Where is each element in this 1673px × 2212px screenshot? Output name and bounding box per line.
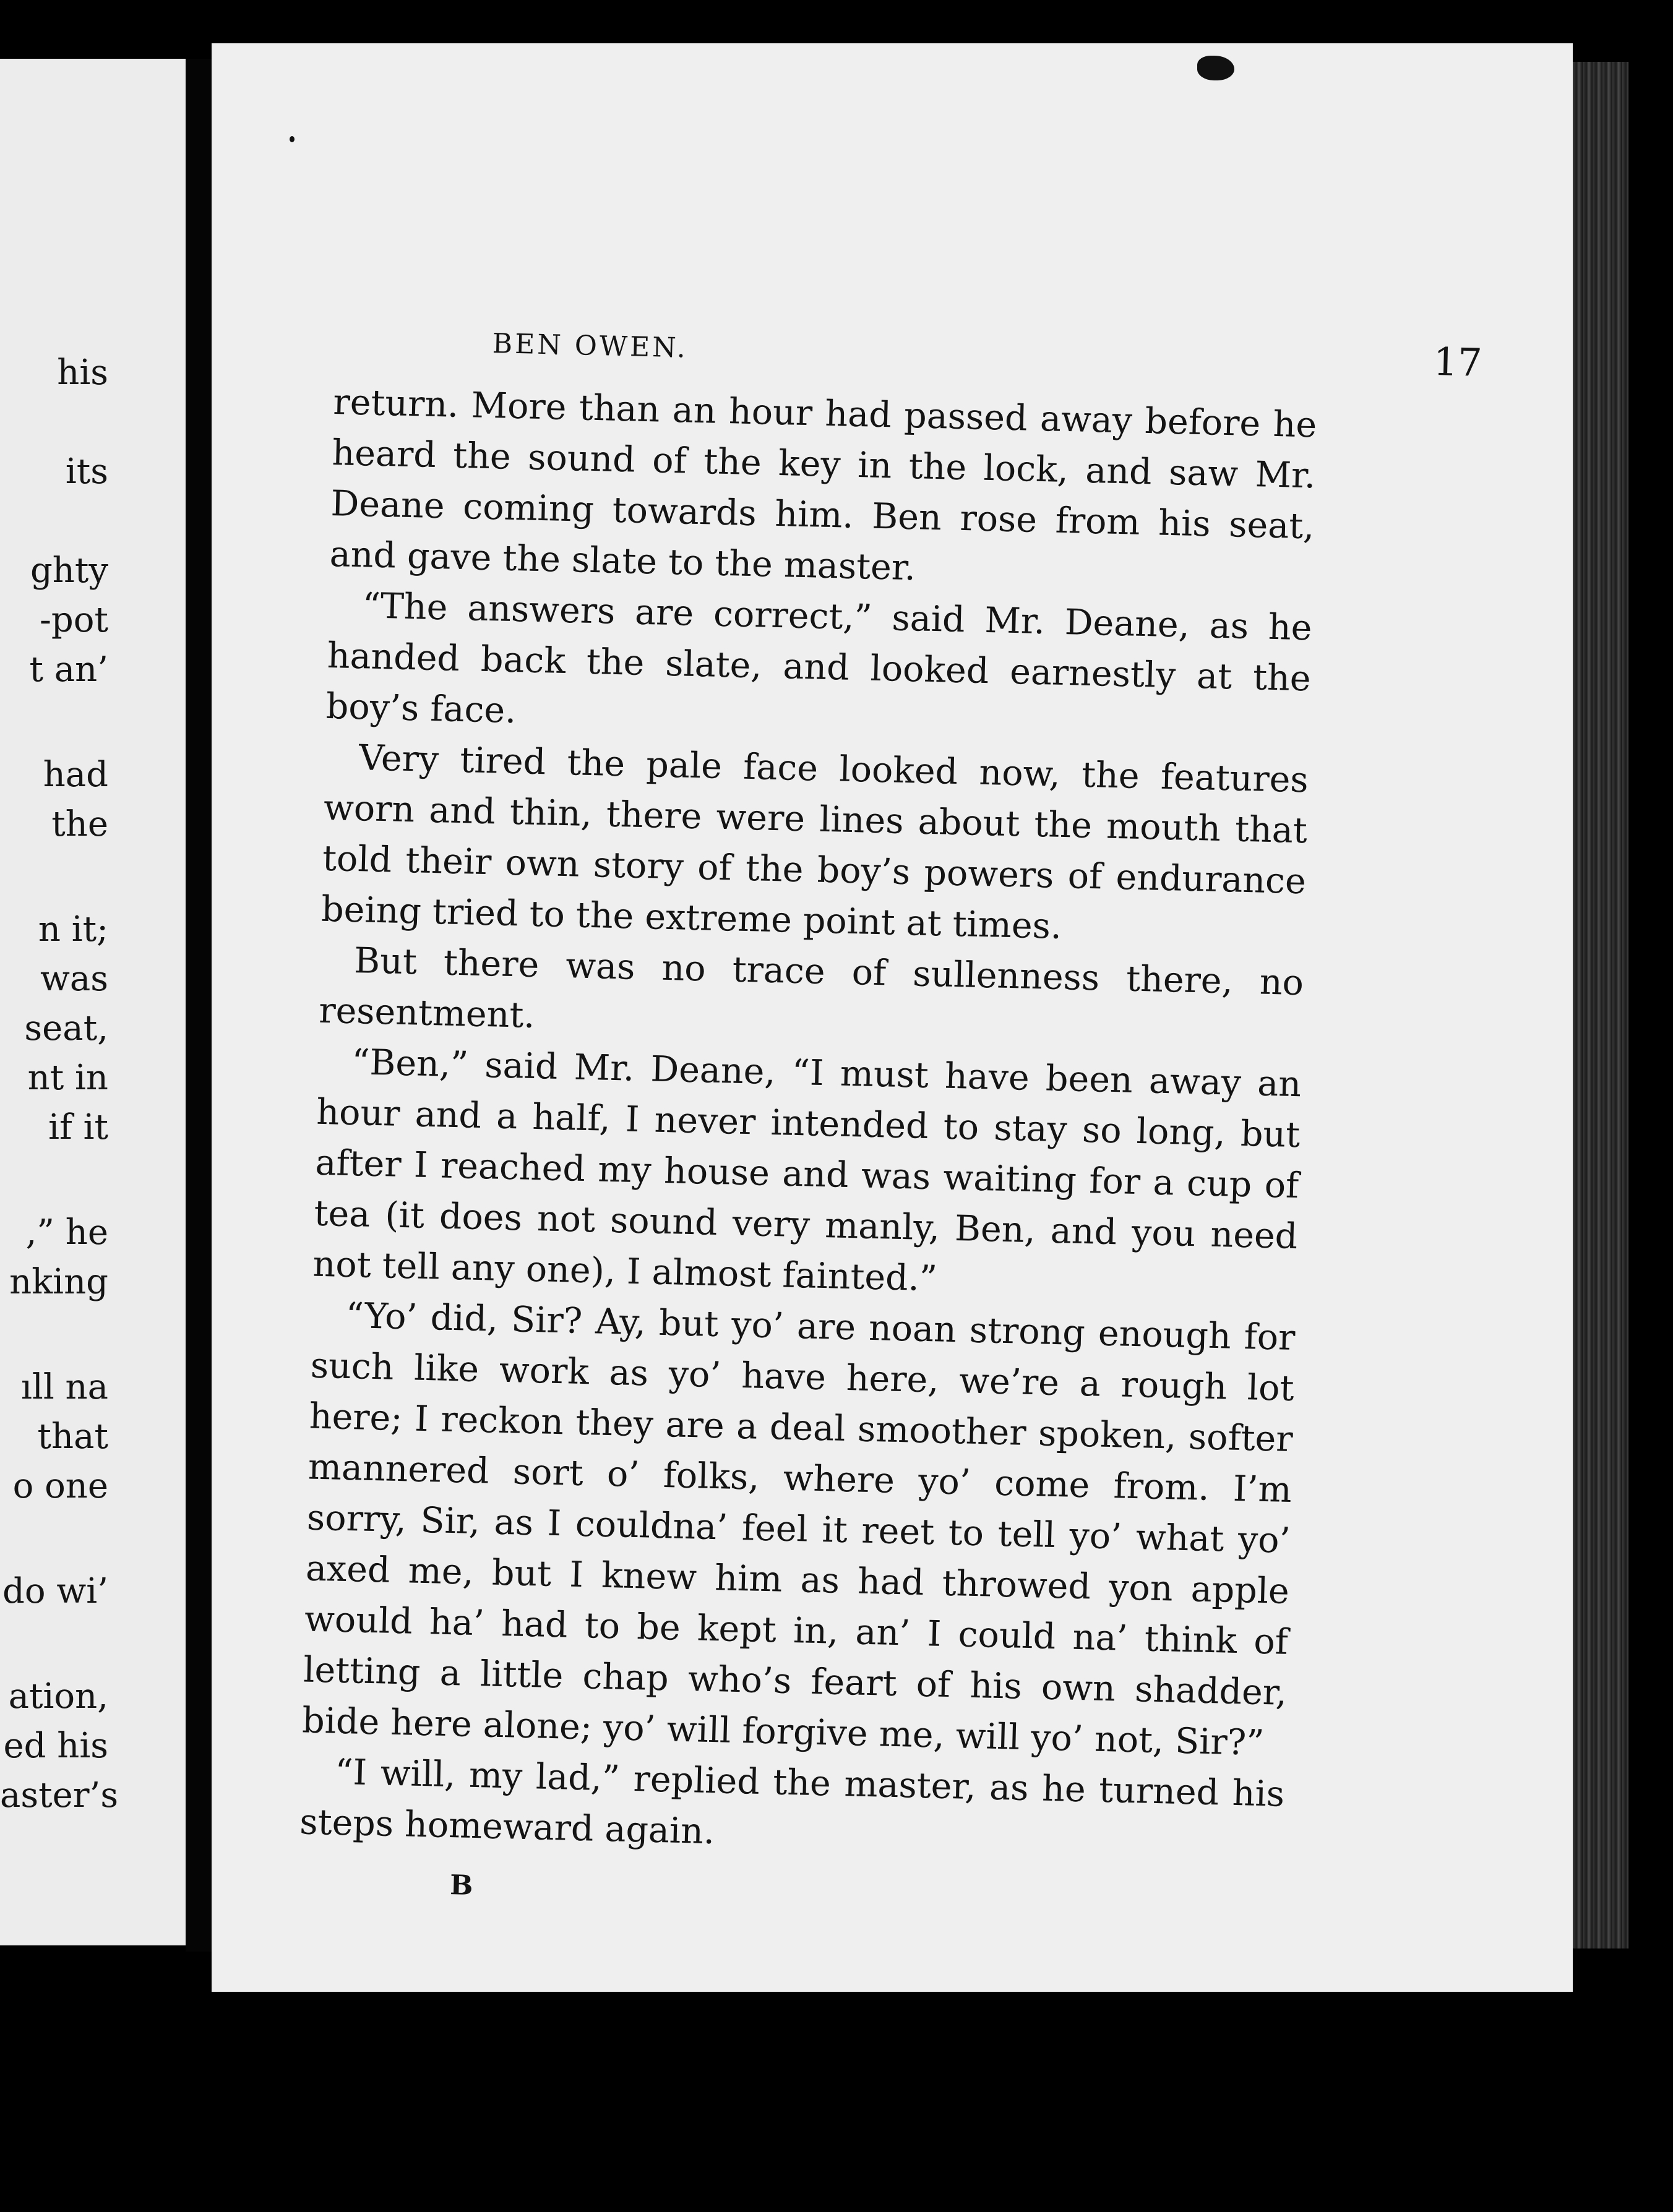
left-page-fragment: ıll na [21, 1367, 108, 1407]
left-page-fragment: his [57, 353, 108, 393]
current-page [212, 43, 1573, 1992]
book-gutter [186, 59, 212, 1952]
scan-smudge [1197, 56, 1234, 80]
paragraph: return. More than an hour had passed away before he heard the sound of the key in the lock, and saw Mr. Deane coming towards him. Ben rose from his seat, and gave the slate to the master. [329, 382, 1317, 589]
paragraph: “I will, my lad,” replied the master, as he turned his steps homeward again. [299, 1751, 1285, 1853]
left-page-fragment: that [37, 1417, 108, 1457]
left-page-fragment: ed his [3, 1726, 108, 1766]
previous-page [0, 59, 186, 1945]
signature-mark: B [449, 1869, 473, 1901]
left-page-fragment: the [51, 804, 108, 844]
paragraph: But there was no trace of sullenness there, no resentment. [318, 940, 1304, 1036]
page-text-block [270, 312, 1483, 1924]
left-page-fragment: its [65, 452, 108, 492]
left-page-fragment: was [40, 959, 108, 999]
running-header-title: BEN OWEN. [492, 328, 689, 364]
left-page-fragment: ation, [8, 1676, 108, 1717]
paragraph: “The answers are correct,” said Mr. Deane, as he handed back the slate, and looked earnestly at the boy’s face. [325, 585, 1313, 732]
left-page-fragment: n it; [38, 909, 108, 950]
left-page-fragment: nking [9, 1262, 108, 1302]
left-page-fragment: seat, [24, 1008, 108, 1048]
left-page-fragment: t an’ [29, 649, 108, 690]
running-header [492, 317, 1482, 385]
paragraph: Very tired the pale face looked now, the features worn and thin, there were lines about the mouth that told their own story of the boy’s powers of endurance being tried to the extreme point at times. [320, 737, 1309, 947]
ink-speck [290, 136, 295, 142]
page-edges [1573, 62, 1628, 1948]
left-page-fragment: aster’s [0, 1775, 119, 1815]
left-page-fragment: nt in [27, 1058, 108, 1098]
paragraph: “Ben,” said Mr. Deane, “I must have been away an hour and a half, I never intended to stay so long, but after I reached my house and was waiting for a cup of tea (it does not sound very manly, Ben, and you need not tell any one), I almost fainted.” [312, 1042, 1302, 1300]
left-page-fragment: o one [12, 1466, 108, 1506]
left-page-fragment: had [43, 755, 108, 795]
paragraph: “Yo’ did, Sir? Ay, but yo’ are noan strong enough for such like work as yo’ have here, we’re a rough lot here; I reckon they are a deal smoother spoken, softer mannered sort o’ folks, where yo’ come from. I’m sorry, Sir, as I couldna’ feel it reet to tell yo’ what yo’ axed me, but I knew him as had throwed yon apple would ha’ had to be kept in, an’ I could na’ think of letting a little chap who’s feart of his own shadder, bide here alone; yo’ will forgive me, will yo’ not, Sir?” [301, 1295, 1296, 1764]
left-page-fragment: -pot [40, 600, 108, 640]
left-page-fragment: do wi’ [2, 1571, 108, 1611]
left-page-fragment: if it [48, 1107, 108, 1147]
page-number: 17 [1432, 338, 1483, 385]
left-page-fragment: ,” he [25, 1212, 108, 1253]
left-page-fragment: ghty [30, 551, 108, 591]
